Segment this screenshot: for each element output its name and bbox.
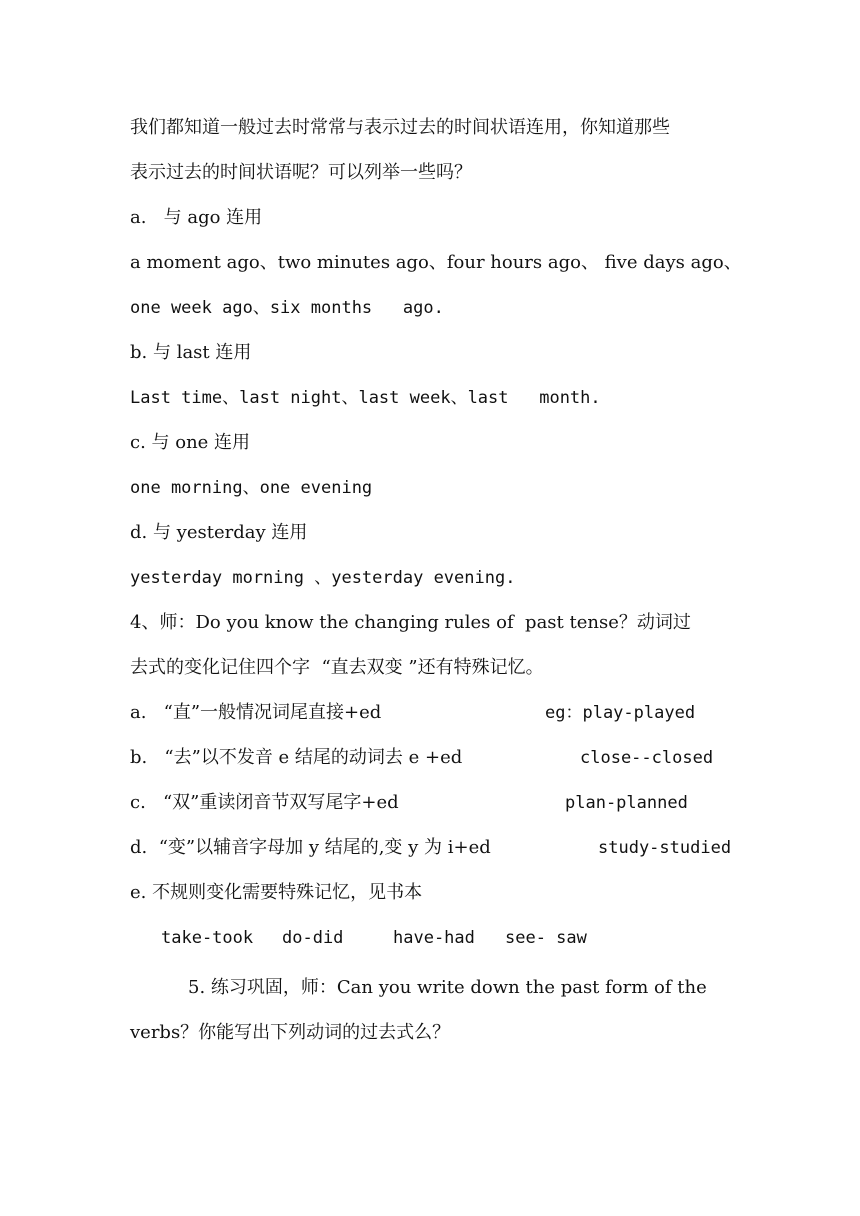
irregular-example: do-did	[282, 928, 344, 948]
section-4-line-1: 4、师：Do you know the changing rules of past tense？动词过	[130, 612, 691, 633]
section-5-line-1: 5. 练习巩固，师：Can you write down the past form of the	[188, 977, 707, 998]
irregular-heading: e. 不规则变化需要特殊记忆，见书本	[130, 882, 423, 903]
intro-line-2: 表示过去的时间状语呢？可以列举一些吗？	[130, 162, 472, 183]
section-5-line-2: verbs？你能写出下列动词的过去式么？	[130, 1022, 451, 1043]
ago-examples-line-1: a moment ago、two minutes ago、four hours ago、 five days ago、	[130, 252, 742, 273]
last-heading: b. 与 last 连用	[130, 342, 252, 363]
last-examples: Last time、last night、last week、last month.	[130, 388, 601, 408]
ago-examples-line-2: one week ago、six months ago.	[130, 298, 444, 318]
yesterday-heading: d. 与 yesterday 连用	[130, 522, 308, 543]
rule-example: eg：play-played	[545, 703, 696, 723]
section-4-line-2: 去式的变化记住四个字 “直去双变 ”还有特殊记忆。	[130, 657, 544, 678]
rule-text: c. “双”重读闭音节双写尾字+ed	[130, 792, 399, 813]
irregular-example: have-had	[393, 928, 475, 948]
ago-heading: a. 与 ago 连用	[130, 207, 263, 228]
irregular-example: see- saw	[505, 928, 587, 948]
irregular-example: take-took	[161, 928, 254, 948]
yesterday-examples: yesterday morning 、yesterday evening.	[130, 568, 516, 588]
rule-text: a. “直”一般情况词尾直接+ed	[130, 702, 382, 723]
intro-line-1: 我们都知道一般过去时常常与表示过去的时间状语连用，你知道那些	[130, 117, 670, 138]
one-examples: one morning、one evening	[130, 478, 373, 498]
rule-example: close--closed	[580, 748, 714, 768]
rule-text: d. “变”以辅音字母加 y 结尾的,变 y 为 i+ed	[130, 837, 491, 858]
one-heading: c. 与 one 连用	[130, 432, 251, 453]
rule-example: plan-planned	[565, 793, 688, 813]
rule-text: b. “去”以不发音 e 结尾的动词去 e +ed	[130, 747, 463, 768]
rule-example: study-studied	[598, 838, 732, 858]
